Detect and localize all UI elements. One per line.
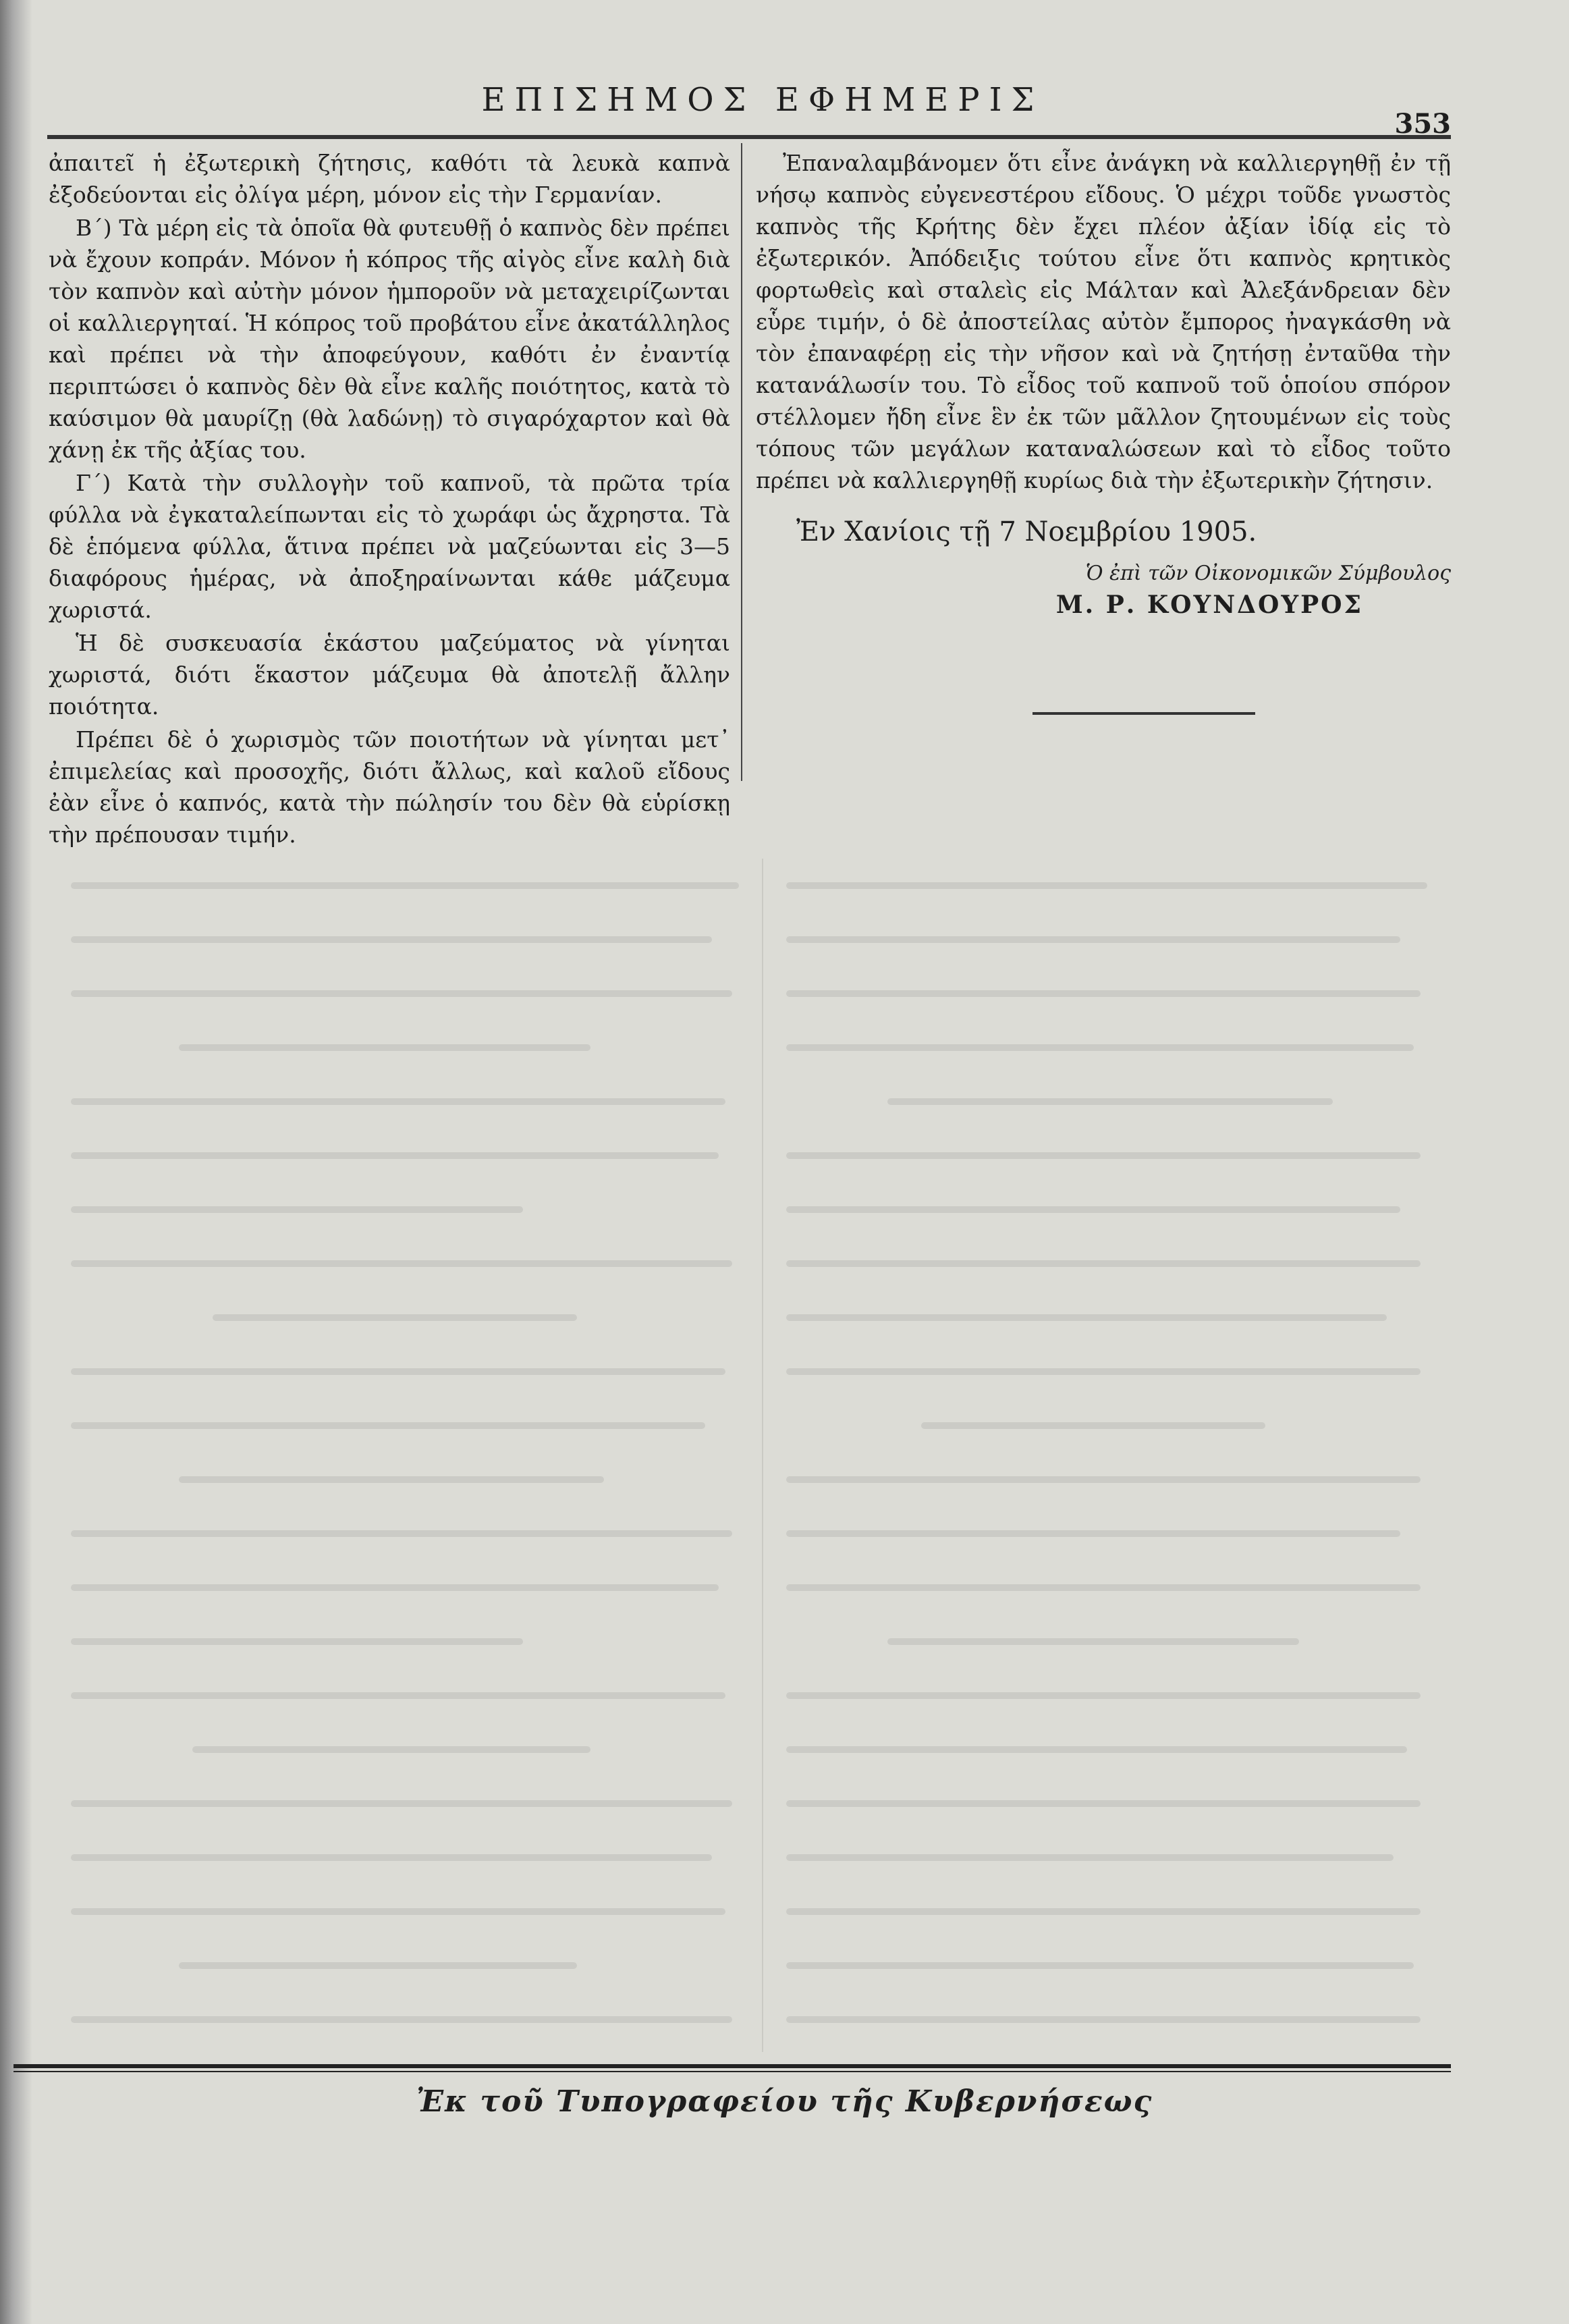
closing-rule [1033, 712, 1255, 715]
paragraph: Ἐπαναλαμβάνομεν ὅτι εἶνε ἀνάγκη νὰ καλλιεργηθῇ ἐν τῇ νήσῳ καπνὸς εὐγενεστέρου εἴδους. Ὁ μέχρι τοῦδε γνωστὸς καπνὸς τῆς Κρήτης δὲν ἔχει πλέον ἀξίαν ἰδίᾳ εἰς τὸ ἐξωτερικόν. Ἀπόδειξις τούτου εἶνε ὅτι καπνὸς κρητικὸς φορτωθεὶς καὶ σταλεὶς εἰς Μάλταν καὶ Ἀλεξάνδρειαν δὲν εὗρε τιμήν, ὁ δὲ ἀποστείλας αὐτὸν ἔμπορος ἠναγκάσθη νὰ τὸν ἐπαναφέρῃ εἰς τὴν νῆσον καὶ νὰ ζητήσῃ ἐνταῦθα τὴν κατανάλωσίν του. Τὸ εἶδος τοῦ καπνοῦ τοῦ ὁποίου σπόρον στέλλομεν ἤδη εἶνε ἓν ἐκ τῶν μᾶλλον ζητουμένων εἰς τοὺς τόπους τῶν μεγάλων καταναλώσεων καὶ τὸ εἶδος τοῦτο πρέπει νὰ καλλιεργηθῇ κυρίως διὰ τὴν ἐξωτερικὴν ζήτησιν. [756, 150, 1451, 493]
paragraph: ἀπαιτεῖ ἡ ἐξωτερικὴ ζήτησις, καθότι τὰ λευκὰ καπνὰ ἐξοδεύονται εἰς ὀλίγα μέρη, μόνον εἰς τὴν Γερμανίαν. [49, 150, 730, 208]
left-column [49, 147, 730, 852]
paragraph: Β΄) Τὰ μέρη εἰς τὰ ὁποῖα θὰ φυτευθῇ ὁ καπνὸς δὲν πρέπει νὰ ἔχουν κοπράν. Μόνον ἡ κόπρος τῆς αἰγὸς εἶνε καλὴ διὰ τὸν καπνὸν καὶ αὐτὴν μόνον ἡμποροῦν νὰ μεταχειρίζωνται οἱ καλλιεργηταί. Ἡ κόπρος τοῦ προβάτου εἶνε ἀκατάλληλος καὶ πρέπει νὰ τὴν ἀποφεύγουν, καθότι ἐν ἐναντίᾳ περιπτώσει ὁ καπνὸς δὲν θὰ εἶνε καλῆς ποιότητος, κατὰ τὸ καύσιμον θὰ μαυρίζῃ (θὰ λαδώνῃ) τὸ σιγαρόχαρτον καὶ θὰ χάνῃ ἐκ τῆς ἀξίας του. [49, 215, 730, 463]
right-column [756, 147, 1451, 621]
paragraph: Ἡ δὲ συσκευασία ἑκάστου μαζεύματος νὰ γίνηται χωριστά, διότι ἕκαστον μάζευμα θὰ ἀποτελῇ ἄλλην ποιότητα. [49, 630, 730, 720]
paragraph: Γ΄) Κατὰ τὴν συλλογὴν τοῦ καπνοῦ, τὰ πρῶτα τρία φύλλα νὰ ἐγκαταλείπωνται εἰς τὸ χωράφι ὡς ἄχρηστα. Τὰ δὲ ἑπόμενα φύλλα, ἅτινα πρέπει νὰ μαζεύωνται εἰς 3—5 διαφόρους ἡμέρας, νὰ ἀποξηραίνωνται κάθε μάζευμα χωριστά. [49, 470, 730, 623]
page-number: 353 [1394, 108, 1451, 140]
footer-rule-thin [13, 2071, 1451, 2072]
header-rule [47, 135, 1451, 139]
paragraph: Πρέπει δὲ ὁ χωρισμὸς τῶν ποιοτήτων νὰ γίνηται μετ᾽ ἐπιμελείας καὶ προσοχῆς, διότι ἄλλως, καὶ καλοῦ εἴδους ἐὰν εἶνε ὁ καπνός, κατὰ τὴν πώλησίν του δὲν θὰ εὑρίσκῃ τὴν πρέπουσαν τιμήν. [49, 726, 730, 848]
dateline: Ἐν Χανίοις τῇ 7 Νοεμβρίου 1905. [796, 516, 1257, 547]
bleed-lines-graphic [47, 859, 1437, 2052]
show-through-texture [47, 783, 1437, 2052]
footer-rule [13, 2064, 1451, 2068]
column-divider [741, 143, 742, 781]
signatory-title: Ὁ ἐπὶ τῶν Οἰκονομικῶν Σύμβουλος [1085, 562, 1451, 585]
newspaper-title: ΕΠΙΣΗΜΟΣ ΕΦΗΜΕΡΙΣ [481, 81, 1044, 119]
binding-shadow [0, 0, 32, 2324]
page-header [47, 74, 1451, 142]
printer-imprint: Ἐκ τοῦ Τυπογραφείου τῆς Κυβερνήσεως [416, 2084, 1153, 2119]
signatory-name: Μ. Ρ. ΚΟΥΝΔΟΥΡΟΣ [1055, 591, 1363, 619]
